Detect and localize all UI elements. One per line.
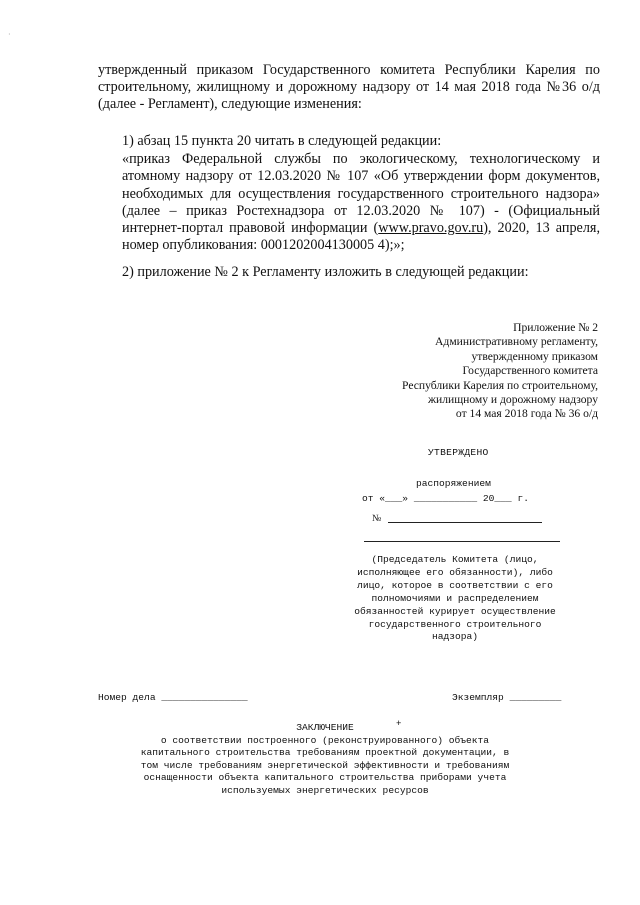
conclusion-block	[140, 722, 510, 798]
signature-line	[364, 541, 560, 542]
approved-heading: УТВЕРЖДЕНО	[428, 447, 489, 458]
item1-text-before-link: «приказ Федеральной службы по экологическому, технологическому и атомному надзору от 12.03.2020 № 107 «Об утверждении форм документов, необходимых для осуществления государственного строительного надзора» (далее – приказ Ростехнадзора от 12.03.2020 № 107) - (Официальный интернет-портал правовой информации (	[122, 151, 600, 237]
appendix-line: Приложение № 2	[513, 321, 598, 334]
conclusion-title: ЗАКЛЮЧЕНИЕ	[296, 722, 354, 733]
item1-heading: 1) абзац 15 пункта 20 читать в следующей редакции:	[122, 133, 442, 149]
conclusion-text: о соответствии построенного (реконструированного) объекта капитального строительства требованиям проектной документации, в том числе требованиям энергетической эффективности и требованиям оснащенности объекта капитального строительства приборами учета используемых энергетических ресурсов	[140, 734, 510, 796]
copy-number-field: Экземпляр _________	[452, 692, 562, 703]
order-number-sign: №	[372, 513, 382, 524]
order-number-line	[388, 522, 542, 523]
case-number-field: Номер дела _______________	[98, 692, 248, 703]
appendix-line: Административному регламенту,	[435, 335, 598, 349]
signer-note: (Председатель Комитета (лицо, исполняющее его обязанности), либо лицо, которое в соответствии с его полномочиями и распределением обязанностей курирует осуществление государственного строительного надзора)	[354, 554, 556, 643]
item2-paragraph: 2) приложение № 2 к Регламенту изложить в следующей редакции:	[122, 264, 529, 280]
scan-speck: ·	[8, 30, 11, 39]
item1-text-after-link: ), 2020, 13 апреля, номер опубликования: 0001202004130005 4);»;	[122, 220, 600, 254]
appendix-line: жилищному и дорожному надзору	[427, 393, 598, 407]
item1-text	[122, 151, 600, 255]
intro-paragraph: утвержденный приказом Государственного комитета Республики Карелия по строительному, жилищному и дорожному надзору от 14 мая 2018 года №36 о/д (далее - Регламент), следующие изменения:	[98, 62, 600, 112]
pravo-link[interactable]: www.pravo.gov.ru	[378, 220, 484, 237]
plus-mark: +	[396, 719, 402, 729]
appendix-line: Государственного комитета	[462, 364, 598, 378]
appendix-line: утвержденному приказом	[471, 349, 598, 363]
order-date-line: от «___» ___________ 20___ г.	[362, 493, 529, 504]
appendix-line: Республики Карелия по строительному,	[402, 378, 598, 392]
appendix-header	[338, 321, 598, 422]
by-order-label: распоряжением	[416, 478, 491, 489]
appendix-line: от 14 мая 2018 года № 36 о/д	[455, 407, 598, 421]
